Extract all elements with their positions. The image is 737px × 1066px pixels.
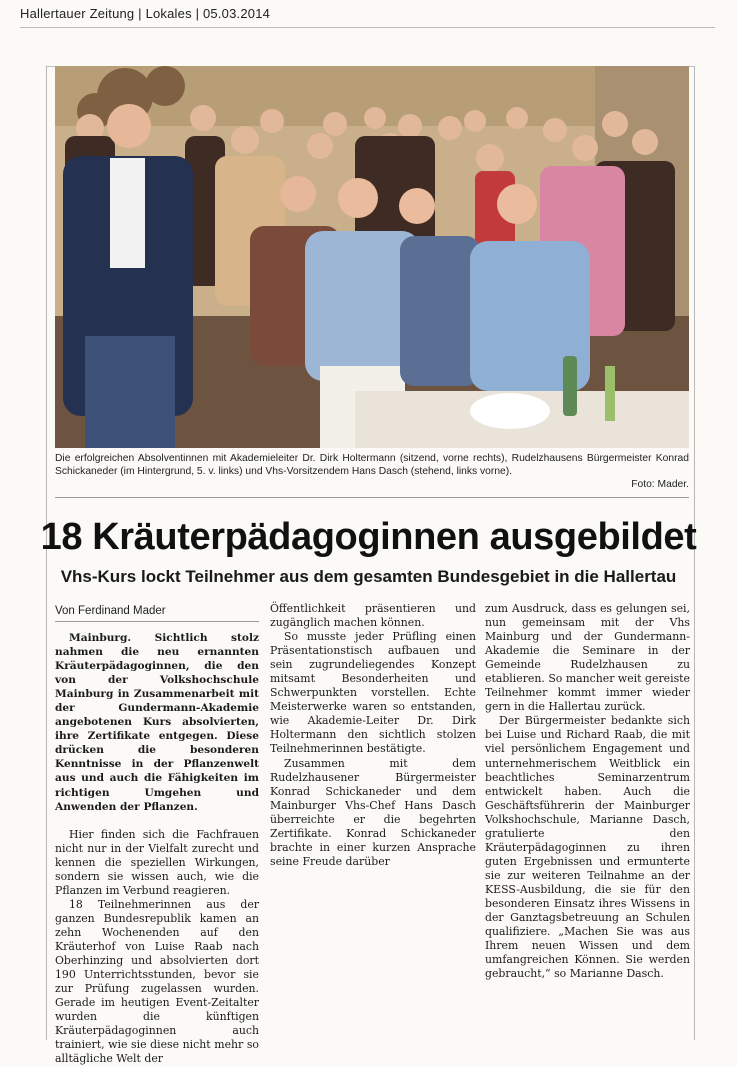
publication-name: Hallertauer Zeitung [20, 6, 135, 21]
body-paragraph: 18 Teilnehmerinnen aus der ganzen Bundesrepublik kamen an zehn Wochenenden auf den Kräuterhof von Luise Raab nach Oberhinzing und absolvierten dort 190 Unterrichtsstunden, bevor sie zur Prüfung zugelassen wurden. Gerade im heutigen Event-Zeitalter wurden die künftigen Kräuterpädagoginnen auch trainiert, wie sie diese nicht mehr so alltägliche Welt der [55, 897, 259, 1066]
article-subheadline: Vhs-Kurs lockt Teilnehmer aus dem gesamten Bundesgebiet in die Hallertau [60, 567, 677, 586]
group-photo-illustration [55, 66, 689, 448]
section-name: Lokales [145, 6, 192, 21]
lead-paragraph [55, 631, 259, 814]
article-column-2 [270, 602, 476, 869]
caption-divider [55, 497, 689, 498]
article-column-3 [485, 602, 690, 981]
lead-text: Sichtlich stolz nahmen die neu ernannten Kräuterpädagoginnen, die den von der Volkshochschule Mainburg in Zusammenarbeit mit der Gundermann-Akademie angebotenen Kurs absolvierten, ihre Zertifikate entgegen. Diese drücken die besonderen Kenntnisse in der Pflanzenwelt aus und auch die Fähigkeiten im richtigen Umgehen und Anwenden der Pflanzen. [55, 632, 259, 813]
body-paragraph: So musste jeder Prüfling einen Präsentationstisch aufbauen und sein zugrundeliegendes Konzept mitsamt Besonderheiten und Schwerpunkten vorstellen. Echte Meisterwerke waren so entstanden, wie Akademie-Leiter Dr. Dirk Holtermann den sichtlich stolzen Teilnehmerinnen bestätigte. [270, 630, 476, 756]
photo-credit: Foto: Mader. [631, 479, 689, 490]
header-separator: | [191, 6, 203, 21]
header-divider [20, 27, 715, 28]
publication-date: 05.03.2014 [202, 6, 271, 21]
body-paragraph: Öffentlichkeit präsentieren und zugänglich machen können. [270, 602, 476, 630]
article-column-1 [55, 602, 259, 1066]
page-header [20, 6, 270, 21]
body-paragraph: zum Ausdruck, dass es gelungen sei, nun gemeinsam mit der Vhs Mainburg und der Gundermann-Akademie die Seminare in der Gemeinde Rudelzhausen zu etablieren. So mancher weit gereiste Teilnehmer kommt immer wieder gern in die Hallertau zurück. [485, 602, 690, 714]
dateline: Mainburg. [69, 632, 132, 644]
byline: Von Ferdinand Mader [55, 602, 259, 622]
article-headline: 18 Kräuterpädagoginnen ausgebildet [40, 516, 697, 558]
header-separator: | [134, 6, 146, 21]
body-paragraph: Der Bürgermeister bedankte sich bei Luise und Richard Raab, die mit viel persönlichem Engagement und unternehmerischem Weitblick ein beachtliches Seminarzentrum entwickelt haben. Auch die Geschäftsführerin der Mainburger Volkshochschule, Marianne Dasch, gratulierte den Kräuterpädagoginnen zu ihren guten Ergebnissen und ermunterte sie zur weiteren Teilnahme an der KESS-Ausbildung, die sie für den besonderen Einsatz ihres Wissens in der Ganztagsbetreuung an Schulen qualifiziere. „Machen Sie was aus Ihrem neuen Wissen und dem umfangreichen Können. Sie werden gebraucht,“ so Marianne Dasch. [485, 714, 690, 981]
group-photo [55, 66, 689, 448]
body-paragraph: Zusammen mit dem Rudelzhausener Bürgermeister Konrad Schickaneder und dem Mainburger Vhs-Chef Hans Dasch überreichte er die begehrten Zertifikate. Konrad Schickaneder brachte in einer kurzen Ansprache seine Freude darüber [270, 756, 476, 868]
photo-caption: Die erfolgreichen Absolventinnen mit Akademieleiter Dr. Dirk Holtermann (sitzend, vorne rechts), Rudelzhausens Bürgermeister Konrad Schickaneder (im Hintergrund, 5. v. links) und Vhs-Vorsitzendem Hans Dasch (stehend, links vorne). [55, 453, 689, 477]
body-paragraph: Hier finden sich die Fachfrauen nicht nur in der Vielfalt zurecht und kennen die speziellen Wirkungen, sondern sie wissen auch, wie die Pflanzen im Verbund reagieren. [55, 827, 259, 897]
